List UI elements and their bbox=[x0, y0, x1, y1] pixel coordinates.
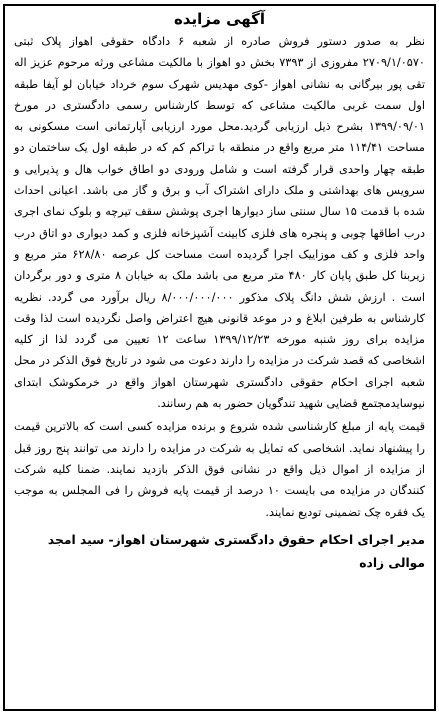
notice-title: آگهی مزایده bbox=[173, 10, 266, 28]
notice-terms-paragraph: قیمت پایه از مبلغ کارشناسی شده شروع و برنده مزایده کسی است که بالاترین قیمت را پیشنهاد نماید. اشخاصی که تمایل به شرکت در مزایده را دارند می توانند پنج روز قبل از مزایده از اموال ذیل واقع در نشانی فوق الذکر بازدید نمایند. ضمنا کلیه شرکت کنندگان در مزایده می بایست ۱۰ درصد از قیمت پایه فروش را فی المجلس به موجب یک فقره چک تضمینی تودیع نمایند. bbox=[14, 420, 426, 519]
notice-signature: مدیر اجرای احکام حقوق دادگستری شهرستان اهواز- سید امجد موالی زاده bbox=[47, 532, 425, 570]
notice-body-paragraph: نظر به صدور دستور فروش صادره از شعبه ۶ دادگاه حقوقی اهواز پلاک ثبتی ۲۷۰۹/۱/۰۵۷۰ مفروزی از ۷۳۹۳ بخش دو اهواز با مالکیت مشاعی ورثه مرحوم عزیز اله تقی پور بیرگانی به نشانی اهواز -کوی مهدیس شهرک سوم خرداد خیابان لو آیفا طبقه اول سمت غربی مالکیت مشاعی که توسط کارشناس رسمی دادگستری در مورخ ۱۳۹۹/۰۹/۰۱ بشرح ذیل ارزیابی گردید.محل مورد ارزیابی آپارتمانی است مسکونی به مساحت ۱۱۴/۴۱ متر مربع واقع در منطقه با تراکم کم که در طبقه اول یک ساختمان دو طبقه چهار واحدی قرار گرفته است و شامل ورودی دو اطاق خواب هال و پذیرایی و سرویس های بهداشتی و ملک دارای اشتراک آب و برق و گاز می باشد. اعیانی احداث شده با قدمت ۱۵ سال سنتی ساز دیوارها اجری پوشش سقف تیرچه و بلوک نمای اجری درب اطاقها چوبی و پنجره های فلزی کابینت آشپزخانه فلزی و کمد دیواری دو اتاق درب واحد فلزی و کف موزاییک اجرا گردیده است مساحت کل عرصه ۶۲۸/۸۰ متر مربع و زیربنا کل طبق پایان کار ۴۸۰ متر مربع می باشد ملک به خیابان ۸ متری و دور برگردان است . ارزش شش دانگ پلاک مذکور ۸/۰۰۰/۰۰۰/۰۰۰ ریال برآورد می گردد. نظریه کارشناس به طرفین ابلاغ و در موعد قانونی هیچ اعتراض واصل نگردیده است لذا وقت مزایده برای روز شنبه مورخه ۱۳۹۹/۱۲/۲۳ ساعت ۱۲ تعیین می گردد لذا از کلیه اشخاصی که قصد شرکت در مزایده را دارند دعوت می شود در تاریخ فوق الذکر در محل شعبه اجرای احکام حقوقی دادگستری شهرستان اهواز واقع در خرمکوشک ابتدای نیوسایدمجتمع قضایی شهید تندگویان حضور به هم رسانند. bbox=[14, 35, 425, 411]
auction-notice-box bbox=[3, 4, 436, 711]
